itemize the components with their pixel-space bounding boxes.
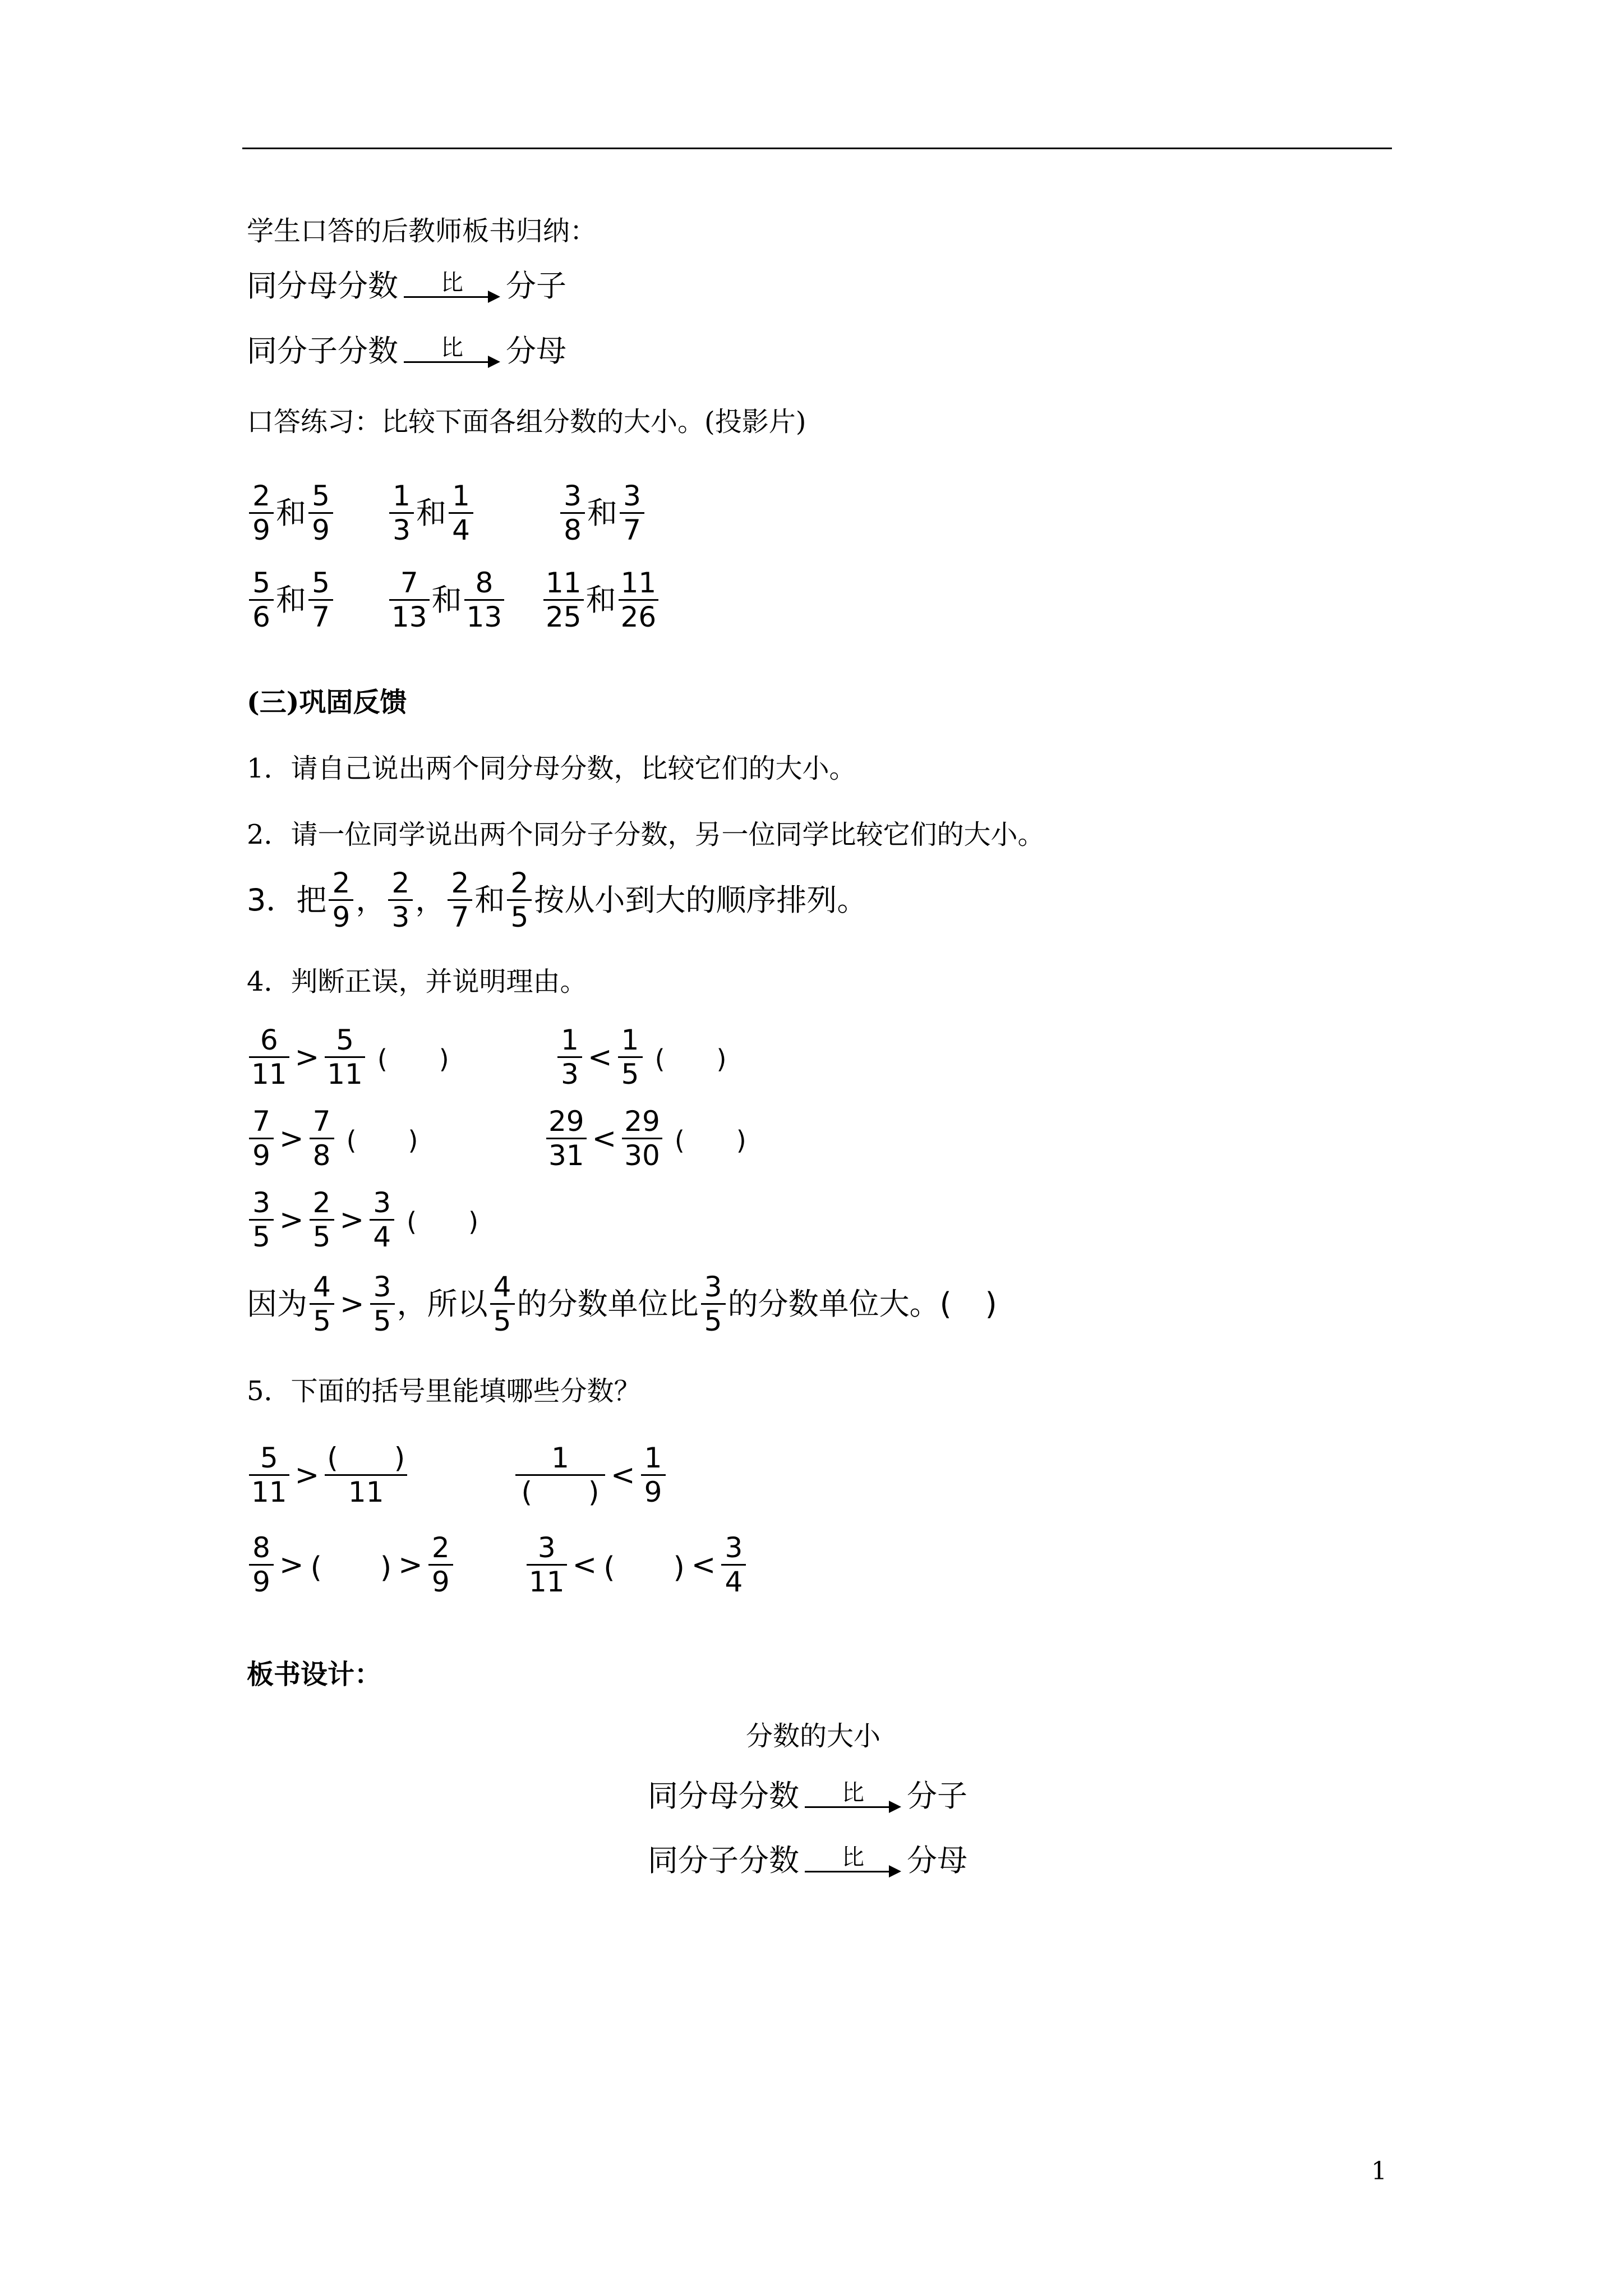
- numerator: 3: [564, 480, 582, 512]
- numerator: 8: [252, 1531, 270, 1564]
- fraction: [428, 1531, 453, 1598]
- statement-text: 的分数单位大。(: [727, 1286, 952, 1322]
- denominator: 11: [251, 1476, 287, 1508]
- fraction: [370, 1186, 394, 1253]
- answer-blank[interactable]: ( ): [407, 1206, 479, 1237]
- page-number: 1: [1371, 2157, 1387, 2185]
- question-5-title: 5．下面的括号里能填哪些分数？: [247, 1375, 641, 1407]
- rule-left: 同分母分数: [247, 268, 398, 303]
- fraction: [389, 480, 414, 546]
- denominator: 9: [252, 1139, 270, 1172]
- denominator: 13: [466, 601, 502, 633]
- arrow-icon: [805, 1867, 901, 1875]
- fraction: [448, 867, 472, 933]
- operator: >: [294, 1040, 320, 1074]
- fraction: [249, 1024, 289, 1091]
- fraction: [249, 567, 274, 633]
- denominator: 9: [252, 514, 270, 546]
- numerator: 3: [373, 1271, 391, 1303]
- numerator: 8: [475, 567, 494, 599]
- fill-item: [513, 1442, 668, 1508]
- fraction: [701, 1271, 726, 1337]
- fraction: [507, 867, 532, 933]
- arrow-label: 比: [842, 1780, 864, 1806]
- denominator: 5: [252, 1221, 270, 1253]
- denominator: 3: [561, 1058, 579, 1091]
- numerator[interactable]: ( ): [327, 1442, 405, 1474]
- connector: 和: [585, 582, 616, 618]
- statement-text: ): [985, 1286, 997, 1322]
- denominator: 5: [621, 1058, 639, 1091]
- numerator: 7: [252, 1105, 270, 1138]
- numerator: 3: [252, 1186, 270, 1219]
- question-2: 2．请一位同学说出两个同分子分数，另一位同学比较它们的大小。: [247, 819, 1045, 850]
- question-1: 1．请自己说出两个同分母分数，比较它们的大小。: [247, 753, 856, 784]
- answer-blank[interactable]: ( ): [674, 1125, 746, 1156]
- compare-arrow: [805, 1782, 901, 1811]
- numerator: 11: [620, 567, 657, 599]
- denominator: 11: [529, 1566, 565, 1598]
- denominator: 5: [312, 1221, 331, 1253]
- fraction: [310, 1271, 334, 1337]
- connector: 和: [474, 882, 505, 918]
- operator: >: [279, 1121, 304, 1156]
- fill-item: [247, 1442, 409, 1508]
- section3-heading: (三)巩固反馈: [247, 687, 407, 718]
- denominator: 11: [327, 1058, 363, 1091]
- fraction: [370, 1271, 395, 1337]
- operator: <: [592, 1121, 617, 1156]
- fraction: [389, 567, 430, 633]
- numerator: 6: [260, 1024, 278, 1056]
- fraction: [464, 567, 505, 633]
- denominator: 26: [620, 601, 657, 633]
- numerator: 3: [537, 1531, 556, 1564]
- statement-text: 因为: [247, 1286, 307, 1322]
- fraction: [249, 480, 274, 546]
- fraction: [721, 1531, 746, 1598]
- denominator: 11: [348, 1476, 384, 1508]
- fraction: [543, 567, 584, 633]
- numerator: 1: [452, 480, 470, 512]
- fraction: [325, 1024, 365, 1091]
- denominator: 3: [393, 514, 411, 546]
- arrow-label: 比: [441, 270, 463, 296]
- numerator: 3: [704, 1271, 722, 1303]
- question-3: [247, 867, 867, 933]
- numerator: 2: [332, 867, 351, 899]
- fraction: [249, 1442, 289, 1508]
- fraction: [619, 567, 659, 633]
- denominator: 5: [704, 1305, 722, 1337]
- rule-right: 分母: [506, 333, 566, 369]
- operator: >: [398, 1548, 423, 1582]
- compare-arrow: [805, 1846, 901, 1875]
- board-rule-same-numerator: [648, 1843, 967, 1879]
- fraction: [641, 1442, 666, 1508]
- denominator[interactable]: ( ): [521, 1476, 600, 1508]
- operator: >: [279, 1203, 304, 1237]
- denominator: 4: [725, 1566, 743, 1598]
- arrow-icon: [404, 358, 500, 366]
- numerator: 4: [493, 1271, 511, 1303]
- numerator: 3: [725, 1531, 743, 1564]
- practice-pair: [558, 480, 647, 546]
- denominator: 9: [644, 1476, 662, 1508]
- numerator: 3: [623, 480, 641, 512]
- answer-blank[interactable]: ( ): [310, 1551, 392, 1585]
- practice-pair: [247, 480, 335, 546]
- rule-same-denominator: [247, 268, 566, 304]
- numerator: 5: [336, 1024, 354, 1056]
- denominator: 5: [510, 901, 529, 933]
- practice-pair: [541, 567, 661, 633]
- header-rule: [242, 148, 1392, 149]
- fraction: [622, 1105, 662, 1172]
- numerator: 4: [313, 1271, 331, 1303]
- fill-item: [247, 1531, 455, 1598]
- fraction: [620, 480, 644, 546]
- judge-item: [555, 1024, 726, 1091]
- numerator: 29: [624, 1105, 660, 1138]
- denominator: 5: [373, 1305, 391, 1337]
- denominator: 25: [546, 601, 582, 633]
- connector: 和: [276, 495, 306, 531]
- numerator: 2: [252, 480, 270, 512]
- rule-right: 分子: [907, 1778, 967, 1814]
- denominator: 13: [391, 601, 427, 633]
- answer-blank[interactable]: ( ): [346, 1125, 418, 1156]
- rule-right: 分子: [506, 268, 566, 303]
- fraction-blank: [325, 1442, 407, 1508]
- denominator: 9: [312, 514, 330, 546]
- numerator: 5: [252, 567, 270, 599]
- practice-pair: [387, 480, 476, 546]
- numerator: 1: [621, 1024, 639, 1056]
- numerator: 5: [312, 567, 330, 599]
- arrow-label: 比: [441, 335, 463, 361]
- numerator: 5: [260, 1442, 278, 1474]
- fraction: [557, 1024, 582, 1091]
- fraction: [249, 1186, 274, 1253]
- numerator: 1: [561, 1024, 579, 1056]
- denominator: 3: [391, 901, 410, 933]
- numerator: 2: [312, 1186, 331, 1219]
- statement-text: ，所以: [396, 1286, 488, 1322]
- numerator: 2: [391, 867, 410, 899]
- fraction: [527, 1531, 567, 1598]
- denominator: 9: [252, 1566, 270, 1598]
- judge-statement: [247, 1271, 997, 1337]
- numerator: 2: [431, 1531, 450, 1564]
- denominator: 7: [623, 514, 641, 546]
- arrow-label: 比: [842, 1844, 864, 1870]
- numerator: 1: [644, 1442, 662, 1474]
- fraction: [560, 480, 585, 546]
- board-title: 分数的大小: [746, 1720, 881, 1752]
- operator: <: [691, 1548, 716, 1582]
- fraction: [329, 867, 353, 933]
- denominator: 8: [312, 1139, 331, 1172]
- practice-pair: [387, 567, 506, 633]
- board-rule-same-denominator: [648, 1778, 967, 1814]
- numerator: 2: [451, 867, 469, 899]
- denominator: 6: [252, 601, 270, 633]
- fraction: [388, 867, 413, 933]
- connector: 和: [431, 582, 462, 618]
- statement-text: 的分数单位比: [517, 1286, 699, 1322]
- fraction: [618, 1024, 643, 1091]
- denominator: 8: [564, 514, 582, 546]
- operator: <: [572, 1548, 597, 1582]
- denominator: 7: [312, 601, 330, 633]
- operator: >: [279, 1548, 304, 1582]
- operator: <: [588, 1040, 612, 1074]
- fraction: [308, 567, 333, 633]
- numerator: 11: [546, 567, 582, 599]
- practice-pair: [247, 567, 335, 633]
- numerator: 3: [373, 1186, 391, 1219]
- numerator: 29: [548, 1105, 584, 1138]
- fraction: [249, 1531, 274, 1598]
- denominator: 31: [548, 1139, 584, 1172]
- denominator: 5: [313, 1305, 331, 1337]
- intro-text: 学生口答的后教师板书归纳：: [247, 215, 597, 247]
- connector: 和: [276, 582, 306, 618]
- connector: 和: [587, 495, 617, 531]
- separator: ，: [356, 882, 386, 918]
- fraction: [308, 480, 333, 546]
- arrow-icon: [404, 293, 500, 301]
- fraction: [310, 1105, 334, 1172]
- numerator: 7: [312, 1105, 331, 1138]
- judge-item: [247, 1024, 449, 1091]
- numerator: 7: [400, 567, 418, 599]
- board-heading: 板书设计：: [247, 1659, 382, 1690]
- fraction: [310, 1186, 334, 1253]
- connector: 和: [416, 495, 446, 531]
- denominator: 4: [373, 1221, 391, 1253]
- answer-blank[interactable]: ( ): [654, 1043, 727, 1074]
- denominator: 4: [452, 514, 470, 546]
- compare-arrow: [404, 337, 500, 366]
- fraction: [490, 1271, 515, 1337]
- denominator: 5: [493, 1305, 511, 1337]
- fill-item: [524, 1531, 748, 1598]
- judge-item: [544, 1105, 746, 1172]
- compare-arrow: [404, 272, 500, 301]
- q3-suffix: 按从小到大的顺序排列。: [534, 882, 868, 918]
- operator: <: [611, 1458, 635, 1492]
- rule-left: 同分母分数: [648, 1778, 799, 1814]
- answer-blank[interactable]: ( ): [377, 1043, 449, 1074]
- numerator: 1: [551, 1442, 569, 1474]
- judge-chain: [247, 1186, 478, 1253]
- rule-right: 分母: [907, 1843, 967, 1878]
- numerator: 2: [510, 867, 529, 899]
- denominator: 30: [624, 1139, 660, 1172]
- numerator: 1: [393, 480, 411, 512]
- operator: >: [339, 1203, 365, 1237]
- judge-item: [247, 1105, 418, 1172]
- denominator: 11: [251, 1058, 287, 1091]
- q3-prefix: 3．把: [247, 882, 327, 918]
- denominator: 7: [451, 901, 469, 933]
- question-4-title: 4．判断正误，并说明理由。: [247, 966, 587, 997]
- fraction: [249, 1105, 274, 1172]
- rule-same-numerator: [247, 333, 566, 369]
- denominator: 9: [332, 901, 351, 933]
- fraction: [546, 1105, 587, 1172]
- fraction: [449, 480, 473, 546]
- denominator: 9: [431, 1566, 450, 1598]
- rule-left: 同分子分数: [247, 333, 398, 369]
- oral-practice-title: 口答练习：比较下面各组分数的大小。(投影片): [247, 406, 806, 438]
- arrow-icon: [805, 1803, 901, 1811]
- fraction-blank: [515, 1442, 605, 1508]
- numerator: 5: [312, 480, 330, 512]
- operator: >: [340, 1287, 365, 1321]
- rule-left: 同分子分数: [648, 1843, 799, 1878]
- operator: >: [294, 1458, 320, 1492]
- answer-blank[interactable]: ( ): [603, 1551, 685, 1585]
- separator: ，: [415, 882, 446, 918]
